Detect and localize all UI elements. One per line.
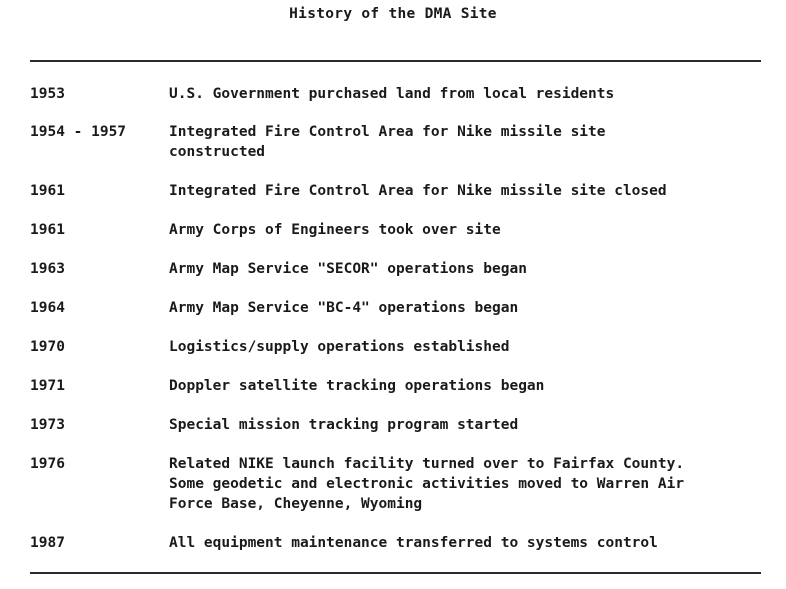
event-cell: Integrated Fire Control Area for Nike missile site constructed <box>169 124 606 160</box>
year-cell: 1973 <box>30 417 65 433</box>
year-cell: 1987 <box>30 535 65 551</box>
top-rule <box>30 60 761 62</box>
table-row <box>30 122 761 162</box>
event-cell: Army Map Service "BC-4" operations began <box>169 300 519 316</box>
table-row <box>30 259 761 279</box>
event-cell: Army Map Service "SECOR" operations began <box>169 261 527 277</box>
table-row <box>30 376 761 396</box>
event-cell: Army Corps of Engineers took over site <box>169 222 501 238</box>
year-cell: 1963 <box>30 261 65 277</box>
table-row <box>30 454 761 514</box>
table-row <box>30 84 761 104</box>
event-cell: Special mission tracking program started <box>169 417 519 433</box>
event-cell: Related NIKE launch facility turned over to Fairfax County. Some geodetic and electronic activities moved to Warren Air Force Base, Cheyenne, Wyoming <box>169 456 685 512</box>
year-cell: 1970 <box>30 339 65 355</box>
event-cell: Doppler satellite tracking operations began <box>169 378 545 394</box>
year-cell: 1971 <box>30 378 65 394</box>
table-row <box>30 415 761 435</box>
year-cell: 1953 <box>30 86 65 102</box>
table-row <box>30 533 761 553</box>
table-row <box>30 337 761 357</box>
table-row <box>30 181 761 201</box>
document-title: History of the DMA Site <box>289 6 497 22</box>
year-cell: 1964 <box>30 300 65 316</box>
event-cell: Integrated Fire Control Area for Nike missile site closed <box>169 183 667 199</box>
bottom-rule <box>30 572 761 574</box>
table-row <box>30 220 761 240</box>
event-cell: All equipment maintenance transferred to systems control <box>169 535 658 551</box>
year-cell: 1976 <box>30 456 65 472</box>
year-cell: 1961 <box>30 183 65 199</box>
history-table <box>30 84 761 572</box>
year-cell: 1954 - 1957 <box>30 124 127 140</box>
event-cell: U.S. Government purchased land from local residents <box>169 86 615 102</box>
year-cell: 1961 <box>30 222 65 238</box>
table-row <box>30 298 761 318</box>
event-cell: Logistics/supply operations established <box>169 339 510 355</box>
